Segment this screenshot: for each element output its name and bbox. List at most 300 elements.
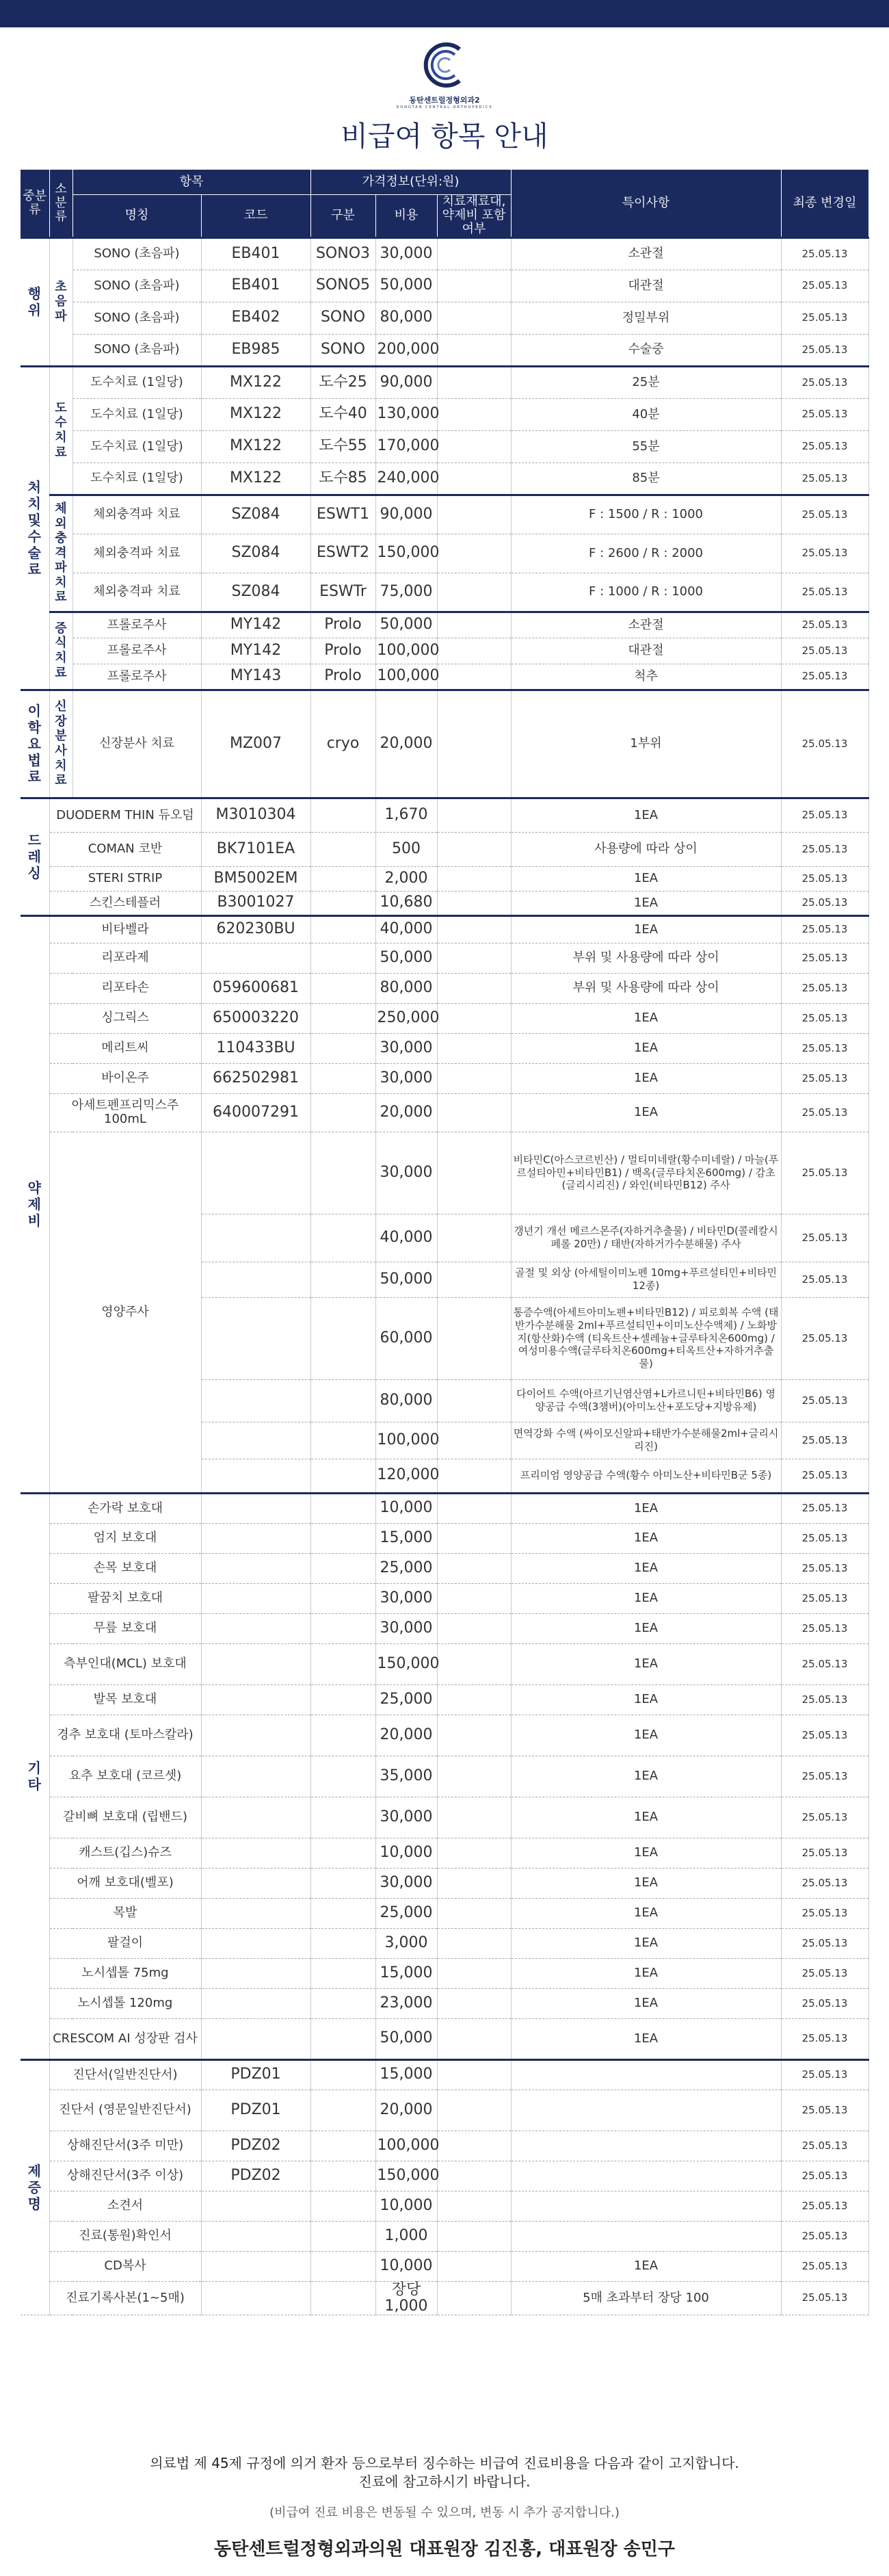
item-code: MY143 <box>201 664 310 690</box>
item-cost: 100,000 <box>375 2131 437 2161</box>
item-cost: 30,000 <box>375 1613 437 1643</box>
table-row <box>21 2018 868 2059</box>
table-row <box>21 1553 868 1583</box>
item-name: 어깨 보호대(벨포) <box>49 1868 201 1898</box>
item-type <box>310 1583 375 1613</box>
item-cost: 1,000 <box>375 2221 437 2251</box>
col-remark: 특이사항 <box>511 170 781 237</box>
table-row <box>21 690 868 798</box>
item-remark: 1EA <box>511 1583 781 1613</box>
item-name: 리포라제 <box>49 943 201 973</box>
item-remark: 갱년기 개선 메르스몬주(자하거추출물) / 비타민D(콜레칼시페롤 20만) / 태반(자하거가수분해물) 주사 <box>511 1214 781 1262</box>
item-cost: 30,000 <box>375 1033 437 1063</box>
item-cost: 50,000 <box>375 270 437 302</box>
item-type <box>310 2090 375 2131</box>
item-material <box>437 1715 511 1756</box>
major-category: 드 레 싱 <box>21 798 49 915</box>
item-cost: 130,000 <box>375 398 437 430</box>
item-cost: 10,000 <box>375 2251 437 2281</box>
item-type <box>310 1868 375 1898</box>
item-type <box>310 1132 375 1214</box>
item-remark: 대관절 <box>511 270 781 302</box>
item-material <box>437 1214 511 1262</box>
table-row <box>21 2221 868 2251</box>
col-material: 치료재료대, 약제비 포함여부 <box>437 194 511 237</box>
minor-category: 신 장 분 사 치 료 <box>49 690 72 798</box>
item-name: 노시셉톨 75mg <box>49 1958 201 1988</box>
item-code <box>201 1493 310 1523</box>
minor-category: 도 수 치 료 <box>49 366 72 495</box>
table-row <box>21 1132 868 1214</box>
item-code: BM5002EM <box>201 866 310 891</box>
item-remark: 1EA <box>511 1715 781 1756</box>
item-remark: 1EA <box>511 1756 781 1797</box>
table-row <box>21 270 868 302</box>
item-remark: 1EA <box>511 1033 781 1063</box>
item-cost: 15,000 <box>375 1958 437 1988</box>
item-material <box>437 534 511 573</box>
item-cost: 장당 1,000 <box>375 2281 437 2315</box>
item-name: 바이온주 <box>49 1063 201 1093</box>
item-name: 도수치료 (1일당) <box>72 463 201 495</box>
item-code <box>201 1297 310 1379</box>
item-name: 프롤로주사 <box>72 664 201 690</box>
item-code <box>201 1459 310 1493</box>
item-date: 25.05.13 <box>781 2090 868 2131</box>
item-date: 25.05.13 <box>781 1003 868 1033</box>
item-date: 25.05.13 <box>781 612 868 638</box>
item-date: 25.05.13 <box>781 2251 868 2281</box>
item-type: ESWT2 <box>310 534 375 573</box>
item-type <box>310 1898 375 1928</box>
item-cost: 30,000 <box>375 1132 437 1214</box>
table-row <box>21 2281 868 2315</box>
item-code <box>201 1422 310 1459</box>
item-cost: 50,000 <box>375 612 437 638</box>
item-code <box>201 2018 310 2059</box>
item-code: EB985 <box>201 334 310 366</box>
item-code: MX122 <box>201 463 310 495</box>
item-code <box>201 1797 310 1838</box>
item-date: 25.05.13 <box>781 798 868 832</box>
item-name: 상해진단서(3주 이상) <box>49 2161 201 2191</box>
table-row <box>21 1868 868 1898</box>
item-code <box>201 1262 310 1297</box>
item-name: 체외충격파 치료 <box>72 573 201 612</box>
item-material <box>437 915 511 943</box>
item-name: 발목 보호대 <box>49 1684 201 1715</box>
item-type <box>310 915 375 943</box>
col-minor: 소분류 <box>49 170 72 237</box>
item-material <box>437 1523 511 1553</box>
item-code <box>201 1838 310 1868</box>
item-remark: 1EA <box>511 891 781 915</box>
item-date: 25.05.13 <box>781 366 868 398</box>
table-row <box>21 1838 868 1868</box>
item-name: 진료(통원)확인서 <box>49 2221 201 2251</box>
item-cost: 75,000 <box>375 573 437 612</box>
table-row <box>21 1898 868 1928</box>
item-cost: 50,000 <box>375 2018 437 2059</box>
item-material <box>437 2018 511 2059</box>
item-code <box>201 2191 310 2221</box>
item-cost: 40,000 <box>375 915 437 943</box>
item-material <box>437 1898 511 1928</box>
item-remark: 1EA <box>511 2251 781 2281</box>
table-row <box>21 398 868 430</box>
major-category: 제 증 명 <box>21 2059 49 2315</box>
table-row <box>21 1684 868 1715</box>
item-material <box>437 495 511 534</box>
item-code: MZ007 <box>201 690 310 798</box>
col-code: 코드 <box>201 194 310 237</box>
item-remark: 소관절 <box>511 612 781 638</box>
item-cost: 25,000 <box>375 1684 437 1715</box>
table-row <box>21 1523 868 1553</box>
item-remark: 프리미엄 영양공급 수액(황수 아미노산+비타민B군 5종) <box>511 1459 781 1493</box>
item-remark: 1EA <box>511 1838 781 1868</box>
item-code <box>201 1988 310 2018</box>
item-cost: 150,000 <box>375 534 437 573</box>
item-date: 25.05.13 <box>781 1523 868 1553</box>
item-cost: 30,000 <box>375 237 437 270</box>
table-row <box>21 430 868 463</box>
table-row <box>21 534 868 573</box>
item-type: SONO <box>310 334 375 366</box>
item-cost: 90,000 <box>375 366 437 398</box>
item-material <box>437 1093 511 1132</box>
item-cost: 80,000 <box>375 302 437 334</box>
table-row <box>21 943 868 973</box>
table-row <box>21 495 868 534</box>
item-remark: 1EA <box>511 1988 781 2018</box>
item-name: 갈비뼈 보호대 (립밴드) <box>49 1797 201 1838</box>
item-cost: 50,000 <box>375 1262 437 1297</box>
item-name: 팔걸이 <box>49 1928 201 1958</box>
item-material <box>437 1958 511 1988</box>
item-cost: 30,000 <box>375 1583 437 1613</box>
item-material <box>437 2161 511 2191</box>
item-type <box>310 1297 375 1379</box>
price-table <box>21 170 869 2315</box>
item-cost: 80,000 <box>375 973 437 1003</box>
item-date: 25.05.13 <box>781 573 868 612</box>
item-type <box>310 1988 375 2018</box>
item-type <box>310 1838 375 1868</box>
item-type <box>310 1003 375 1033</box>
item-name: 손가락 보호대 <box>49 1493 201 1523</box>
item-type: ESWTr <box>310 573 375 612</box>
item-material <box>437 2191 511 2221</box>
item-date: 25.05.13 <box>781 2191 868 2221</box>
item-material <box>437 1262 511 1297</box>
item-type: SONO5 <box>310 270 375 302</box>
major-category: 약 제 비 <box>21 915 49 1493</box>
item-type: SONO <box>310 302 375 334</box>
item-name: CD복사 <box>49 2251 201 2281</box>
item-code: 059600681 <box>201 973 310 1003</box>
item-material <box>437 1459 511 1493</box>
table-row <box>21 866 868 891</box>
item-code <box>201 1523 310 1553</box>
item-remark: 골절 및 외상 (아세틸이미노펜 10mg+푸르설티민+비타민12종) <box>511 1262 781 1297</box>
item-date: 25.05.13 <box>781 2281 868 2315</box>
item-remark: 1EA <box>511 798 781 832</box>
item-type: Prolo <box>310 638 375 664</box>
item-type <box>310 1613 375 1643</box>
table-row <box>21 1003 868 1033</box>
item-remark: 1EA <box>511 1684 781 1715</box>
item-type: Prolo <box>310 664 375 690</box>
item-date: 25.05.13 <box>781 1715 868 1756</box>
item-date: 25.05.13 <box>781 2161 868 2191</box>
item-type <box>310 943 375 973</box>
item-code <box>201 1928 310 1958</box>
clinic-name-en: DONGTAN CENTRAL ORTHOPEDICS <box>396 105 493 109</box>
item-material <box>437 1583 511 1613</box>
item-date: 25.05.13 <box>781 1756 868 1797</box>
table-row <box>21 1756 868 1797</box>
table-row <box>21 891 868 915</box>
item-cost: 170,000 <box>375 430 437 463</box>
item-type <box>310 1214 375 1262</box>
item-type: cryo <box>310 690 375 798</box>
item-type <box>310 832 375 866</box>
item-type <box>310 1093 375 1132</box>
item-remark: 부위 및 사용량에 따라 상이 <box>511 973 781 1003</box>
item-code: 662502981 <box>201 1063 310 1093</box>
major-category: 행 위 <box>21 237 49 366</box>
major-category: 이 학 요 법 료 <box>21 690 49 798</box>
item-name: 무릎 보호대 <box>49 1613 201 1643</box>
item-date: 25.05.13 <box>781 2131 868 2161</box>
item-code: SZ084 <box>201 534 310 573</box>
item-remark: 다이어트 수액(아르기닌염산염+L카르니틴+비타민B6) 영양공급 수액(3챔버)(아미노산+포도당+지방유제) <box>511 1379 781 1422</box>
item-type: 도수85 <box>310 463 375 495</box>
item-remark: 1EA <box>511 1003 781 1033</box>
item-material <box>437 1868 511 1898</box>
col-name: 명칭 <box>72 194 201 237</box>
top-banner <box>0 0 889 27</box>
item-type <box>310 2251 375 2281</box>
item-cost: 30,000 <box>375 1063 437 1093</box>
item-date: 25.05.13 <box>781 915 868 943</box>
item-type <box>310 1379 375 1422</box>
item-date: 25.05.13 <box>781 534 868 573</box>
item-cost: 150,000 <box>375 1643 437 1684</box>
item-name: 진단서 (영문일반진단서) <box>49 2090 201 2131</box>
item-cost: 40,000 <box>375 1214 437 1262</box>
item-remark: 85분 <box>511 463 781 495</box>
item-cost: 100,000 <box>375 664 437 690</box>
col-type: 구분 <box>310 194 375 237</box>
item-type <box>310 2131 375 2161</box>
item-code: MY142 <box>201 612 310 638</box>
item-date: 25.05.13 <box>781 973 868 1003</box>
item-type <box>310 1928 375 1958</box>
item-cost: 200,000 <box>375 334 437 366</box>
item-date: 25.05.13 <box>781 1033 868 1063</box>
item-code: PDZ01 <box>201 2090 310 2131</box>
item-type <box>310 2059 375 2090</box>
table-row <box>21 334 868 366</box>
item-name: SONO (초음파) <box>72 334 201 366</box>
item-name: 싱그릭스 <box>49 1003 201 1033</box>
table-row <box>21 1583 868 1613</box>
item-name: CRESCOM AI 성장판 검사 <box>49 2018 201 2059</box>
item-remark: 척추 <box>511 664 781 690</box>
item-remark: 대관절 <box>511 638 781 664</box>
item-material <box>437 1003 511 1033</box>
table-row <box>21 1928 868 1958</box>
item-material <box>437 366 511 398</box>
table-row <box>21 2161 868 2191</box>
item-material <box>437 690 511 798</box>
col-item: 항목 <box>72 170 310 194</box>
table-row <box>21 302 868 334</box>
item-remark: 55분 <box>511 430 781 463</box>
item-type <box>310 1262 375 1297</box>
item-code: SZ084 <box>201 573 310 612</box>
item-code <box>201 1643 310 1684</box>
table-row <box>21 1797 868 1838</box>
item-remark: F : 2600 / R : 2000 <box>511 534 781 573</box>
item-code: 110433BU <box>201 1033 310 1063</box>
item-code: BK7101EA <box>201 832 310 866</box>
item-cost: 20,000 <box>375 1093 437 1132</box>
clinic-name: 동탄센트럴정형외과2 <box>409 96 480 105</box>
item-code: PDZ02 <box>201 2131 310 2161</box>
item-remark: 1EA <box>511 1063 781 1093</box>
item-date: 25.05.13 <box>781 690 868 798</box>
item-cost: 30,000 <box>375 1797 437 1838</box>
item-material <box>437 430 511 463</box>
item-name: 노시셉톨 120mg <box>49 1988 201 2018</box>
item-date: 25.05.13 <box>781 270 868 302</box>
item-remark <box>511 2191 781 2221</box>
item-date: 25.05.13 <box>781 943 868 973</box>
item-code <box>201 1613 310 1643</box>
item-material <box>437 973 511 1003</box>
item-remark: 40분 <box>511 398 781 430</box>
item-date: 25.05.13 <box>781 302 868 334</box>
item-type <box>310 1493 375 1523</box>
item-type <box>310 1643 375 1684</box>
item-remark: 1EA <box>511 1643 781 1684</box>
item-cost: 500 <box>375 832 437 866</box>
item-name: 메리트씨 <box>49 1033 201 1063</box>
item-cost: 10,000 <box>375 2191 437 2221</box>
item-cost: 25,000 <box>375 1898 437 1928</box>
table-row <box>21 1063 868 1093</box>
item-material <box>437 943 511 973</box>
item-material <box>437 866 511 891</box>
item-code <box>201 1214 310 1262</box>
item-type <box>310 1797 375 1838</box>
item-date: 25.05.13 <box>781 1958 868 1988</box>
table-row <box>21 1493 868 1523</box>
notice-line-1: 의료법 제 45제 규정에 의거 환자 등으로부터 징수하는 비급여 진료비용을 다음과 같이 고지합니다. <box>150 2455 739 2471</box>
item-material <box>437 302 511 334</box>
item-name: 도수치료 (1일당) <box>72 366 201 398</box>
item-material <box>437 1928 511 1958</box>
item-remark <box>511 2131 781 2161</box>
item-material <box>437 2059 511 2090</box>
item-type <box>310 2281 375 2315</box>
item-name: 엄지 보호대 <box>49 1523 201 1553</box>
item-date: 25.05.13 <box>781 1868 868 1898</box>
item-date: 25.05.13 <box>781 1988 868 2018</box>
item-code: SZ084 <box>201 495 310 534</box>
minor-category: 초 음 파 <box>49 237 72 366</box>
clinic-logo-icon <box>417 40 472 90</box>
notice <box>0 2454 889 2491</box>
table-row <box>21 612 868 638</box>
item-code <box>201 1553 310 1583</box>
table-row <box>21 1958 868 1988</box>
item-code <box>201 1715 310 1756</box>
item-cost: 100,000 <box>375 1422 437 1459</box>
item-cost: 20,000 <box>375 2090 437 2131</box>
item-name: 도수치료 (1일당) <box>72 430 201 463</box>
item-material <box>437 1838 511 1868</box>
item-name: STERI STRIP <box>49 866 201 891</box>
item-name: DUODERM THIN 듀오덤 <box>49 798 201 832</box>
table-row <box>21 832 868 866</box>
item-remark: 1부위 <box>511 690 781 798</box>
item-cost: 20,000 <box>375 1715 437 1756</box>
item-date: 25.05.13 <box>781 891 868 915</box>
notice-change: (비급여 진료 비용은 변동될 수 있으며, 변동 시 추가 공지합니다.) <box>269 2506 620 2520</box>
item-name: 프롤로주사 <box>72 638 201 664</box>
item-material <box>437 573 511 612</box>
item-type <box>310 1459 375 1493</box>
item-name: 영양주사 <box>49 1132 201 1493</box>
item-code: MX122 <box>201 430 310 463</box>
item-material <box>437 1756 511 1797</box>
item-date: 25.05.13 <box>781 463 868 495</box>
table-row <box>21 1093 868 1132</box>
item-remark <box>511 2059 781 2090</box>
item-material <box>437 832 511 866</box>
item-remark: 정밀부위 <box>511 302 781 334</box>
item-type <box>310 1958 375 1988</box>
item-remark: 1EA <box>511 1928 781 1958</box>
item-material <box>437 1988 511 2018</box>
item-name: SONO (초음파) <box>72 302 201 334</box>
item-name: 리포타손 <box>49 973 201 1003</box>
item-code: 650003220 <box>201 1003 310 1033</box>
item-name: 상해진단서(3주 미만) <box>49 2131 201 2161</box>
table-row <box>21 2131 868 2161</box>
item-material <box>437 1797 511 1838</box>
item-date: 25.05.13 <box>781 1214 868 1262</box>
item-cost: 90,000 <box>375 495 437 534</box>
table-row <box>21 1613 868 1643</box>
item-name: SONO (초음파) <box>72 270 201 302</box>
item-date: 25.05.13 <box>781 237 868 270</box>
item-code <box>201 1958 310 1988</box>
item-type: ESWT1 <box>310 495 375 534</box>
item-code: MY142 <box>201 638 310 664</box>
item-date: 25.05.13 <box>781 1063 868 1093</box>
item-type <box>310 1063 375 1093</box>
table-row <box>21 638 868 664</box>
item-type <box>310 1033 375 1063</box>
item-code: B3001027 <box>201 891 310 915</box>
item-material <box>437 638 511 664</box>
item-material <box>437 1613 511 1643</box>
